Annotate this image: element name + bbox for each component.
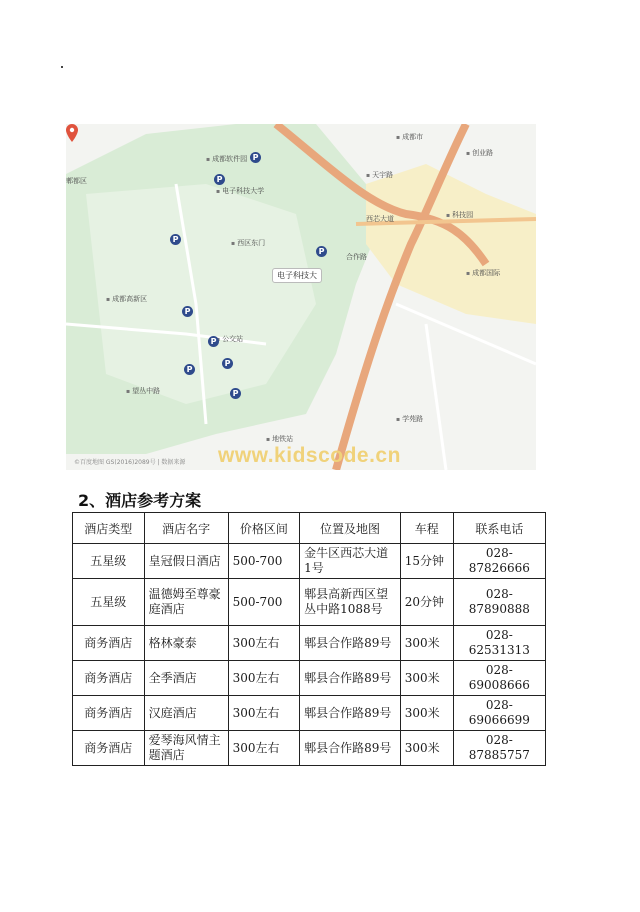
price-range: 500-700 <box>228 579 300 626</box>
hotel-name: 汉庭酒店 <box>144 696 228 731</box>
price-range: 300左右 <box>228 696 300 731</box>
parking-icon: P <box>316 246 327 257</box>
map-credit: ©百度地图 GS(2016)2089号 | 数据来源 <box>74 459 186 466</box>
parking-icon: P <box>222 358 233 369</box>
campus-map <box>66 124 536 470</box>
price-range: 300左右 <box>228 626 300 661</box>
table-row <box>73 696 546 731</box>
table-row <box>73 579 546 626</box>
phone-number: 028-69066699 <box>453 696 545 731</box>
hotel-address: 郫县合作路89号 <box>300 696 401 731</box>
map-place: ▪ 成都软件园 <box>206 154 247 164</box>
price-range: 300左右 <box>228 661 300 696</box>
hotel-name: 爱琴海风情主题酒店 <box>144 731 228 766</box>
section-title: 2、酒店参考方案 <box>78 491 202 510</box>
scan-speck <box>61 66 63 68</box>
parking-icon: P <box>214 174 225 185</box>
map-place: ▪ 学苑路 <box>396 414 423 424</box>
map-place: ▪ 成都高新区 <box>106 294 147 304</box>
table-row <box>73 661 546 696</box>
hotel-address: 郫县高新西区望丛中路1088号 <box>300 579 401 626</box>
price-range: 500-700 <box>228 544 300 579</box>
column-header: 联系电话 <box>453 513 545 544</box>
map-place: ▪ 公交站 <box>216 334 243 344</box>
map-place: ▪ 电子科技大学 <box>216 186 264 196</box>
travel-distance: 20分钟 <box>400 579 453 626</box>
hotel-table <box>72 512 546 766</box>
column-header: 酒店类型 <box>73 513 145 544</box>
hotel-address: 郫县合作路89号 <box>300 626 401 661</box>
hotel-name: 皇冠假日酒店 <box>144 544 228 579</box>
street-2 <box>426 324 446 470</box>
marker-label: 电子科技大 <box>272 268 322 283</box>
column-header: 价格区间 <box>228 513 300 544</box>
phone-number: 028-87885757 <box>453 731 545 766</box>
hotel-name: 格林豪泰 <box>144 626 228 661</box>
map-place: ▪ 创业路 <box>466 148 493 158</box>
watermark: www.kidscode.cn <box>218 444 401 467</box>
table-row <box>73 731 546 766</box>
map-place: 西芯大道 <box>366 215 394 223</box>
map-place: ▪ 成都市 <box>396 132 423 142</box>
travel-distance: 300米 <box>400 696 453 731</box>
phone-number: 028-69008666 <box>453 661 545 696</box>
hotel-type: 商务酒店 <box>73 661 145 696</box>
hotel-type: 商务酒店 <box>73 626 145 661</box>
parking-icon: P <box>250 152 261 163</box>
column-header: 酒店名字 <box>144 513 228 544</box>
map-place: ▪ 成都国际 <box>466 268 500 278</box>
table-row <box>73 544 546 579</box>
phone-number: 028-62531313 <box>453 626 545 661</box>
hotel-type: 商务酒店 <box>73 696 145 731</box>
hotel-name: 温德姆至尊豪庭酒店 <box>144 579 228 626</box>
parking-icon: P <box>184 364 195 375</box>
map-place: 合作路 <box>346 253 367 261</box>
travel-distance: 300米 <box>400 731 453 766</box>
hotel-type: 五星级 <box>73 544 145 579</box>
parking-icon: P <box>182 306 193 317</box>
table-row <box>73 626 546 661</box>
parking-icon: P <box>208 336 219 347</box>
location-pin-icon <box>66 124 78 142</box>
travel-distance: 300米 <box>400 626 453 661</box>
price-range: 300左右 <box>228 731 300 766</box>
table-header-row <box>73 513 546 544</box>
travel-distance: 15分钟 <box>400 544 453 579</box>
hotel-address: 金牛区西芯大道1号 <box>300 544 401 579</box>
parking-icon: P <box>230 388 241 399</box>
column-header: 位置及地图 <box>300 513 401 544</box>
hotel-address: 郫县合作路89号 <box>300 661 401 696</box>
map-place: ▪ 天宇路 <box>366 170 393 180</box>
map-place: ▪ 望丛中路 <box>126 386 160 396</box>
hotel-name: 全季酒店 <box>144 661 228 696</box>
parking-icon: P <box>170 234 181 245</box>
hotel-address: 郫县合作路89号 <box>300 731 401 766</box>
map-place: ▪ 科技园 <box>446 210 473 220</box>
phone-number: 028-87826666 <box>453 544 545 579</box>
column-header: 车程 <box>400 513 453 544</box>
hotel-type: 商务酒店 <box>73 731 145 766</box>
phone-number: 028-87890888 <box>453 579 545 626</box>
map-place: ▪ 西区东门 <box>231 238 265 248</box>
map-place: 郫都区 <box>66 177 87 185</box>
travel-distance: 300米 <box>400 661 453 696</box>
hotel-type: 五星级 <box>73 579 145 626</box>
map-place: ▪ 地铁站 <box>266 434 293 444</box>
